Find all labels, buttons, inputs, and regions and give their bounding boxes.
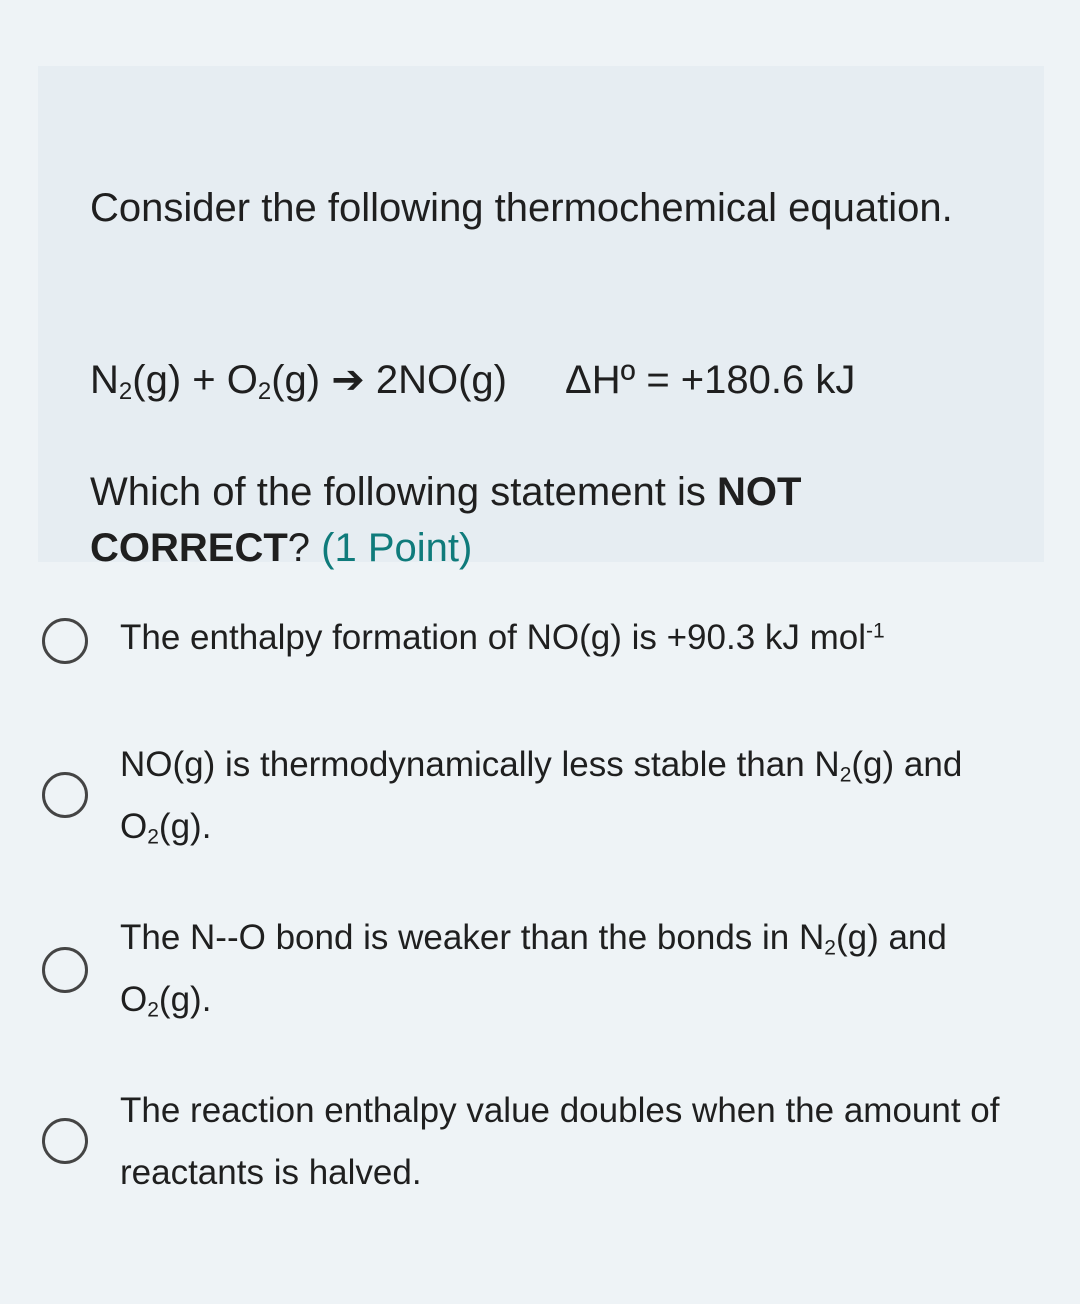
thermochemical-equation [90,352,855,408]
equation-product: 2NO(g) [375,358,507,402]
equation-middle: (g) + O [132,358,258,402]
reaction-arrow-icon: ➔ [331,358,365,402]
option-subscript: 2 [147,825,159,849]
option-text: The N--O bond is weaker than the bonds in N [120,918,825,957]
answer-option-1[interactable] [42,602,1022,674]
radio-button[interactable] [42,618,88,664]
equation-o-subscript: 2 [257,378,272,405]
question-points: (1 Point) [321,526,473,570]
answer-option-3[interactable] [42,907,1022,1031]
option-text-continued: (g) and O [120,918,947,1019]
option-text-continued: (g) and O [120,745,963,846]
option-text-end: (g). [158,807,212,846]
option-text-end: (g). [158,980,212,1019]
option-text: The reaction enthalpy value doubles when the amount of reactants is halved. [120,1091,1000,1192]
radio-button[interactable] [42,772,88,818]
question-prompt [90,464,990,576]
option-text: NO(g) is thermodynamically less stable than N [120,745,840,784]
question-card [38,66,1044,570]
option-label [120,734,1000,858]
option-label [120,607,1000,669]
equation-n-subscript: 2 [118,378,133,405]
question-prompt-start: Which of the following statement is [90,470,706,514]
option-text: The enthalpy formation of NO(g) is +90.3 kJ mol [120,618,867,657]
radio-button[interactable] [42,947,88,993]
equation-n: N [90,358,119,402]
question-intro: Consider the following thermochemical equation. [90,186,953,230]
answer-option-4[interactable] [42,1080,1022,1204]
option-label [120,907,1000,1031]
option-subscript: 2 [839,763,852,787]
question-prompt-end: ? [287,526,311,570]
option-superscript: -1 [866,619,885,643]
equation-g2: (g) [271,358,321,402]
option-subscript: 2 [147,998,159,1022]
option-label [120,1080,1000,1204]
option-subscript: 2 [824,936,836,960]
equation-enthalpy: ΔHº = +180.6 kJ [565,358,856,402]
radio-button[interactable] [42,1118,88,1164]
answer-option-2[interactable] [42,734,1022,858]
question-prompt-emphasis: NOT CORRECT [90,470,802,570]
